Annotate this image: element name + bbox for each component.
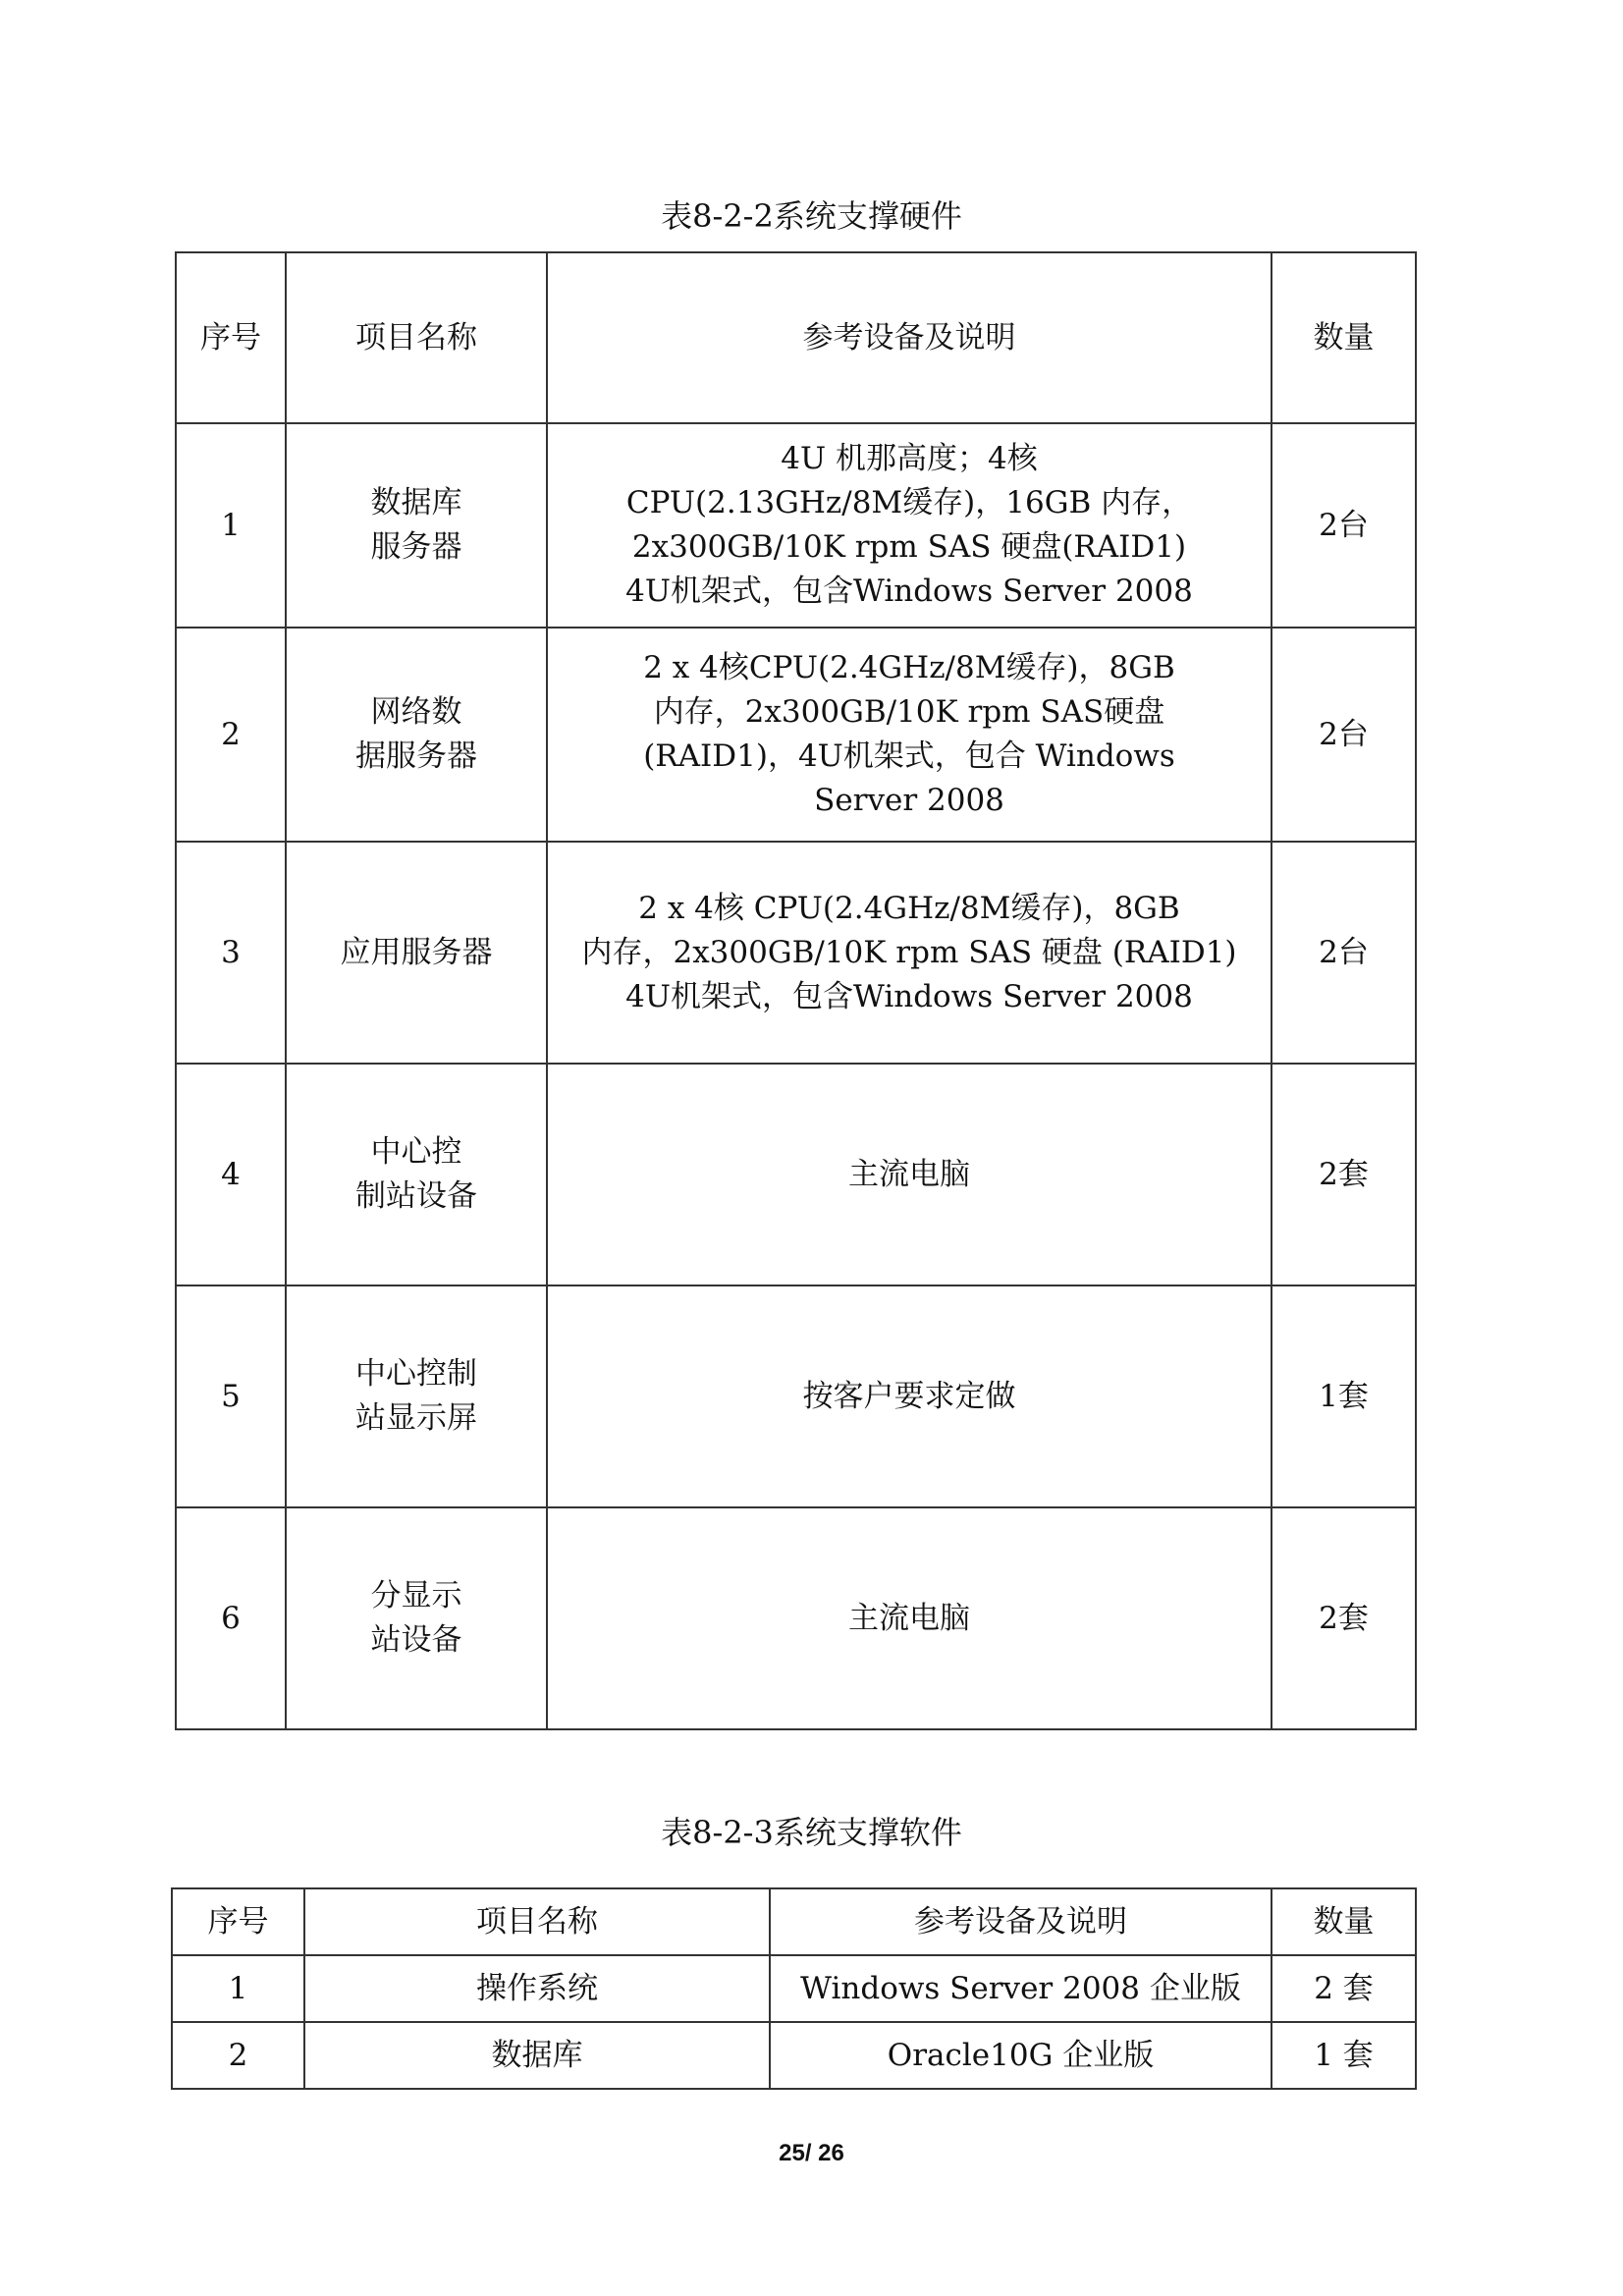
page-number: 25/ 26 [779,2140,844,2166]
hardware-table [175,251,1417,1730]
table-row [176,1285,1416,1507]
row-desc: 4U 机那高度；4核 CPU(2.13GHz/8M缓存)，16GB 内存， 2x300GB/10K rpm SAS 硬盘(RAID1) 4U机架式，包含Windows Server 2008 [547,423,1271,628]
row-qty: 2 套 [1271,1955,1416,2022]
row-name: 数据库 服务器 [286,423,547,628]
row-no: 3 [176,842,286,1064]
row-no: 4 [176,1064,286,1285]
header-no: 序号 [176,252,286,423]
row-name: 中心控 制站设备 [286,1064,547,1285]
row-desc: 2 x 4核CPU(2.4GHz/8M缓存)，8GB 内存，2x300GB/10K rpm SAS硬盘 (RAID1)，4U机架式，包合 Windows Server 2008 [547,628,1271,842]
header-name: 项目名称 [286,252,547,423]
row-no: 2 [176,628,286,842]
table-row [176,423,1416,628]
row-qty: 2台 [1271,423,1416,628]
row-desc: 主流电脑 [547,1064,1271,1285]
row-name: 操作系统 [304,1955,770,2022]
row-no: 1 [176,423,286,628]
header-desc: 参考设备及说明 [547,252,1271,423]
table-row [172,1955,1416,2022]
row-name: 数据库 [304,2022,770,2089]
row-qty: 2套 [1271,1507,1416,1729]
table-row [176,1507,1416,1729]
row-qty: 2台 [1271,842,1416,1064]
row-desc: Windows Server 2008 企业版 [770,1955,1271,2022]
table-row [176,1064,1416,1285]
row-name: 网络数 据服务器 [286,628,547,842]
row-no: 5 [176,1285,286,1507]
header-qty: 数量 [1271,252,1416,423]
header-qty: 数量 [1271,1888,1416,1955]
row-qty: 2套 [1271,1064,1416,1285]
header-no: 序号 [172,1888,304,1955]
row-desc: 2 x 4核 CPU(2.4GHz/8M缓存)，8GB 内存，2x300GB/10K rpm SAS 硬盘 (RAID1) 4U机架式，包含Windows Server 2008 [547,842,1271,1064]
software-table [171,1887,1417,2090]
row-qty: 1 套 [1271,2022,1416,2089]
table-row [172,2022,1416,2089]
header-name: 项目名称 [304,1888,770,1955]
table-row [176,842,1416,1064]
row-no: 6 [176,1507,286,1729]
row-no: 2 [172,2022,304,2089]
table-row [176,628,1416,842]
row-name: 应用服务器 [286,842,547,1064]
software-table-caption: 表8-2-3系统支撑软件 [661,1814,962,1851]
hardware-table-header-row [176,252,1416,423]
row-name: 中心控制 站显示屏 [286,1285,547,1507]
row-no: 1 [172,1955,304,2022]
row-desc: 按客户要求定做 [547,1285,1271,1507]
header-desc: 参考设备及说明 [770,1888,1271,1955]
row-qty: 2台 [1271,628,1416,842]
hardware-table-caption: 表8-2-2系统支撑硬件 [661,197,962,235]
row-name: 分显示 站设备 [286,1507,547,1729]
row-qty: 1套 [1271,1285,1416,1507]
row-desc: 主流电脑 [547,1507,1271,1729]
row-desc: Oracle10G 企业版 [770,2022,1271,2089]
software-table-header-row [172,1888,1416,1955]
